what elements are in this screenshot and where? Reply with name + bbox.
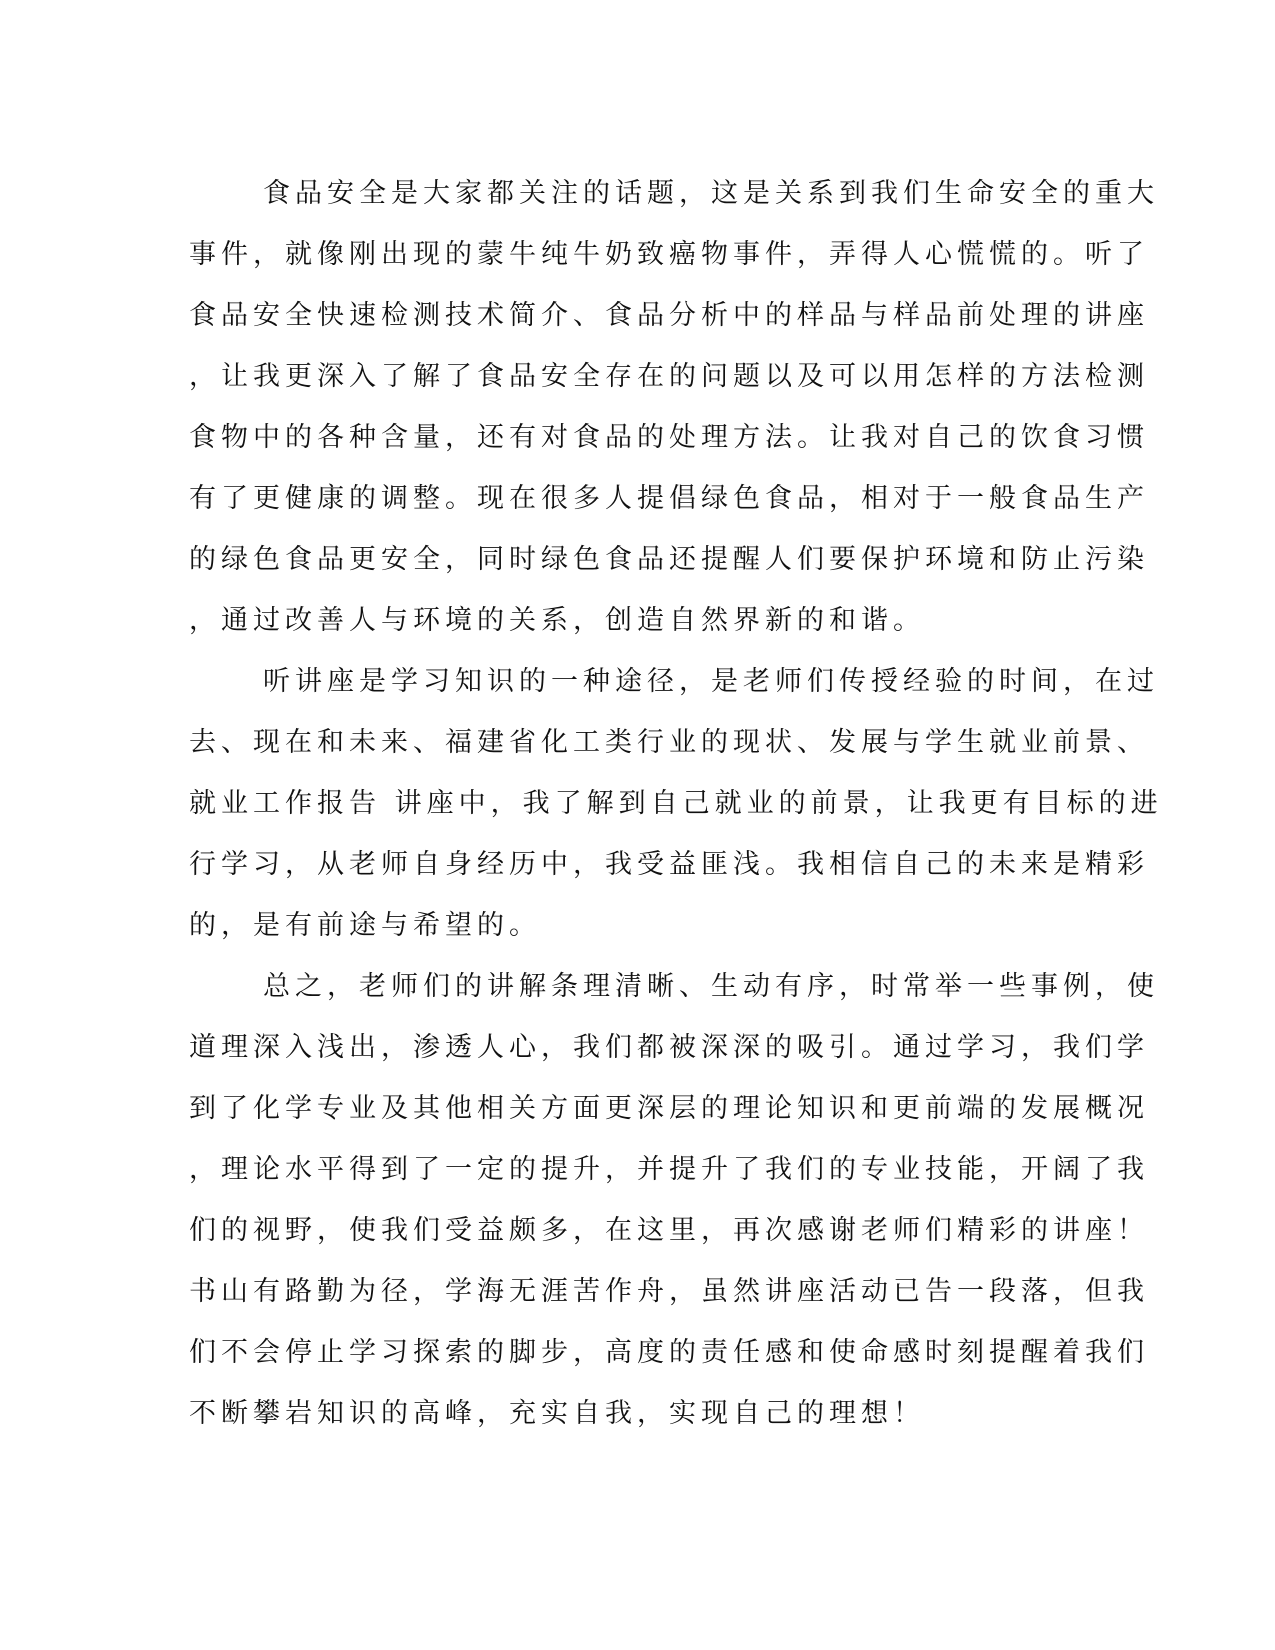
- paragraph-2-line-5: 的，是有前途与希望的。: [189, 910, 541, 941]
- paragraph-2-line-1: 听讲座是学习知识的一种途径，是老师们传授经验的时间，在过: [263, 666, 1159, 697]
- document-body: [189, 163, 1163, 1444]
- paragraph-3-line-7: 们不会停止学习探索的脚步，高度的责任感和使命感时刻提醒着我们: [189, 1337, 1149, 1368]
- paragraph-1-line-7: 的绿色食品更安全，同时绿色食品还提醒人们要保护环境和防止污染: [189, 544, 1149, 575]
- paragraph-1-line-8: ，通过改善人与环境的关系，创造自然界新的和谐。: [189, 605, 925, 636]
- paragraph-3-line-6: 书山有路勤为径，学海无涯苦作舟，虽然讲座活动已告一段落，但我: [189, 1276, 1149, 1307]
- paragraph-2-line-4: 行学习，从老师自身经历中，我受益匪浅。我相信自己的未来是精彩: [189, 849, 1149, 880]
- paragraph-3-line-3: 到了化学专业及其他相关方面更深层的理论知识和更前端的发展概况: [189, 1093, 1149, 1124]
- paragraph-2-line-2: 去、现在和未来、福建省化工类行业的现状、发展与学生就业前景、: [189, 727, 1149, 758]
- paragraph-3-line-2: 道理深入浅出，渗透人心，我们都被深深的吸引。通过学习，我们学: [189, 1032, 1149, 1063]
- paragraph-3-line-8: 不断攀岩知识的高峰，充实自我，实现自己的理想！: [189, 1398, 925, 1429]
- paragraph-3-line-5: 们的视野，使我们受益颇多，在这里，再次感谢老师们精彩的讲座！: [189, 1215, 1149, 1246]
- paragraph-1-line-4: ，让我更深入了解了食品安全存在的问题以及可以用怎样的方法检测: [189, 361, 1149, 392]
- paragraph-3-line-4: ，理论水平得到了一定的提升，并提升了我们的专业技能，开阔了我: [189, 1154, 1149, 1185]
- paragraph-3-line-1: 总之，老师们的讲解条理清晰、生动有序，时常举一些事例，使: [263, 971, 1159, 1002]
- paragraph-1-line-3: 食品安全快速检测技术简介、食品分析中的样品与样品前处理的讲座: [189, 300, 1149, 331]
- paragraph-1-line-1: 食品安全是大家都关注的话题，这是关系到我们生命安全的重大: [263, 178, 1159, 209]
- paragraph-1-line-5: 食物中的各种含量，还有对食品的处理方法。让我对自己的饮食习惯: [189, 422, 1149, 453]
- paragraph-1-line-6: 有了更健康的调整。现在很多人提倡绿色食品，相对于一般食品生产: [189, 483, 1149, 514]
- paragraph-1-line-2: 事件，就像刚出现的蒙牛纯牛奶致癌物事件，弄得人心慌慌的。听了: [189, 239, 1149, 270]
- paragraph-2-line-3: 就业工作报告 讲座中，我了解到自己就业的前景，让我更有目标的进: [189, 788, 1163, 819]
